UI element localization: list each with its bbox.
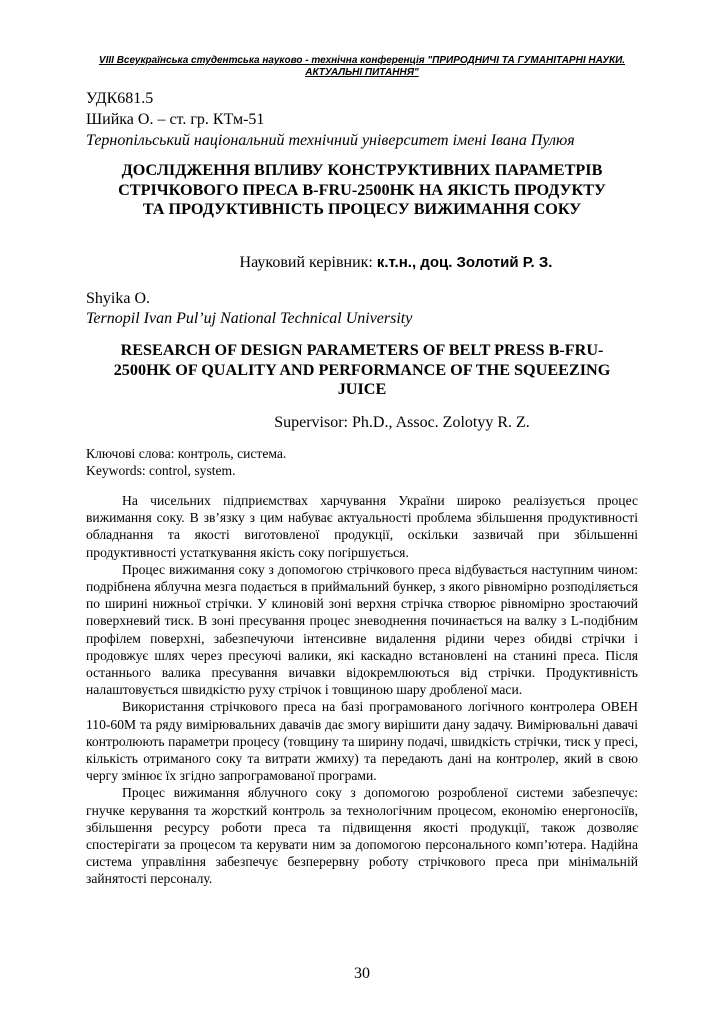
running-head: VIII Всеукраїнська студентська науково - технічна конференція "ПРИРОДНИЧІ ТА ГУМАНІТАРНІ НАУКИ. АКТУАЛЬНІ ПИТАННЯ": [98, 55, 626, 78]
affiliation-ua: Тернопільський національний технічний університет імені Івана Пулюя: [86, 132, 575, 149]
body-text: [86, 492, 638, 888]
paragraph: Використання стрічкового преса на базі програмованого логічного контролера ОВЕН 110-60М та ряду вимірювальних давачів дає змогу вирішити дану задачу. Вимірювальні давачі контролюють параметри процесу (товщину та ширину подачі, швидкість стрічки, тиск у пресі, кількість отриманого соку та витрати жмиху) та передають дані на контролер, який в свою чергу змінює їх згідно запрограмованої програми.: [86, 699, 638, 784]
supervisor-ua-name: к.т.н., доц. Золотий Р. З.: [376, 254, 553, 271]
supervisor-ua-label: Науковий керівник:: [239, 254, 373, 271]
keywords-ua: Ключові слова: контроль, система.: [86, 446, 287, 461]
paragraph: На чисельних підприємствах харчування України широко реалізується процес вижимання соку. В зв’язку з цим набуває актуальності проблема збільшення продуктивності обладнання та якості виготовленої продукції, оскільки зазвичай при збільшенні продуктивності устаткування якість соку погіршується.: [86, 493, 638, 560]
paragraph: Процес вижимання яблучного соку з допомогою розробленої системи забезпечує: гнучке керування та жорсткий контроль за технологічним процесом, економію енергоносіїв, збільшення ресурсу роботи преса та підвищення якості продукції, також дозволяє спостерігати за процесом та керувати ним за допомогою персонального комп’ютера. Надійна система управління забезпечує безперервну роботу стрічкового преса при мінімальній зайнятості персоналу.: [86, 785, 638, 887]
author-ua: Шийка О. – ст. гр. КТм-51: [86, 111, 265, 128]
title-en: RESEARCH OF DESIGN PARAMETERS OF BELT PRESS B-FRU-2500HK OF QUALITY AND PERFORMANCE OF THE SQUEEZING JUICE: [113, 341, 611, 398]
supervisor-en: Supervisor: Ph.D., Assoc. Zolotyy R. Z.: [274, 414, 530, 431]
author-en: Shyika O.: [86, 290, 150, 307]
keywords-en: Keywords: control, system.: [86, 463, 236, 478]
paragraph: Процес вижимання соку з допомогою стрічкового преса відбувається наступним чином: подрібнена яблучна мезга подається в приймальний бункер, з якого рівномірно розподіляється по ширині нижньої стрічки. У клиновій зоні верхня стрічка створює рівномірно зростаючий поверхневий тиск. В зоні пресування процес зневоднення починається на валку з L-подібним профілем поверхні, забезпечуючи інтенсивне видалення рідини через обидві стрічки і продовжує шлях через пресуючі валики, які каскадно встановлені на станині преса. Після останнього валика пресування вичавки відокремлюються від стрічки. Продуктивність налаштовується швидкістю руху стрічок і товщиною шару дробленої маси.: [86, 561, 638, 698]
affiliation-en: Ternopil Ivan Pul’uj National Technical University: [86, 310, 413, 327]
page-number: 30: [354, 965, 370, 982]
udc-code: УДК681.5: [86, 90, 154, 107]
supervisor-ua: [120, 253, 672, 273]
title-ua: ДОСЛІДЖЕННЯ ВПЛИВУ КОНСТРУКТИВНИХ ПАРАМЕТРІВ СТРІЧКОВОГО ПРЕСА B-FRU-2500HK НА ЯКІСТЬ ПРОДУКТУ ТА ПРОДУКТИВНІСТЬ ПРОЦЕСУ ВИЖИМАННЯ СОКУ: [118, 161, 606, 218]
